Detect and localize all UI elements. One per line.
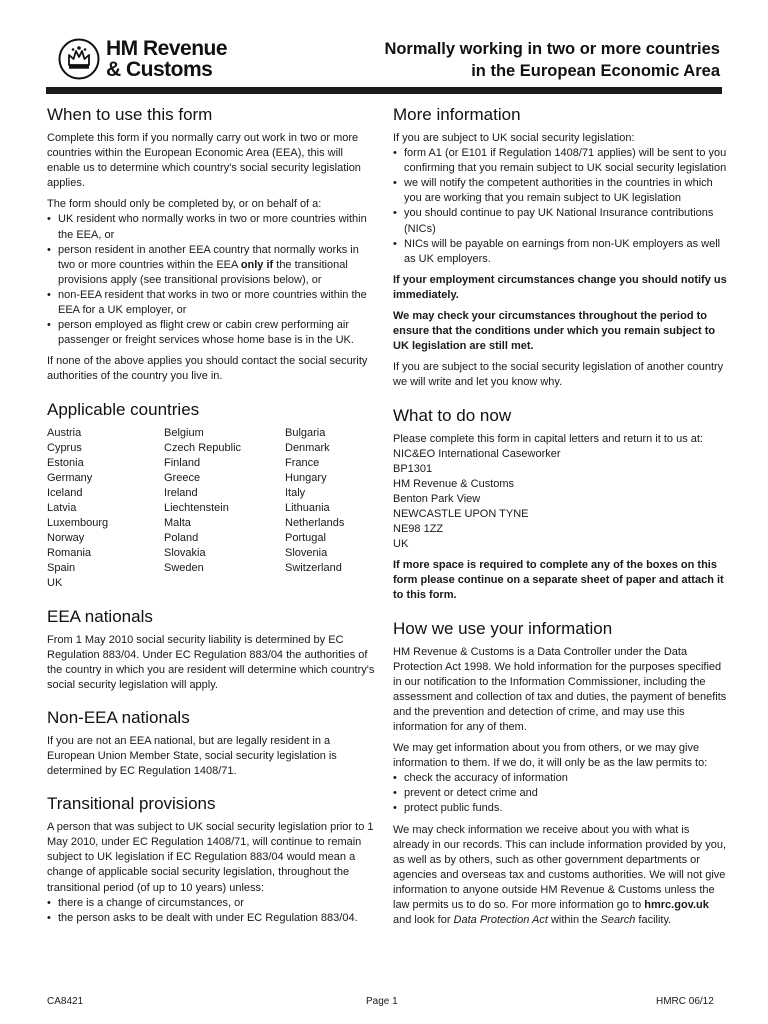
section-heading: Applicable countries (47, 399, 200, 419)
country-item: Slovakia (164, 547, 206, 560)
country-item: Finland (164, 456, 201, 469)
country-item: Czech Republic (164, 441, 242, 454)
country-item: Ireland (164, 486, 198, 499)
title-line-1: Normally working in two or more countries (384, 40, 720, 58)
list-item: • we will notify the competent authorities in the countries in which you are working that you remain subject to UK legislation (393, 176, 728, 206)
bold-notice: If more space is required to complete any of the boxes on this form please continue on a separate sheet of paper and attach it to this form. (393, 559, 724, 602)
text: the transitional provisions apply (see transitional provisions below), or (58, 258, 348, 286)
paragraph: A person that was subject to UK social security legislation prior to 1 May 2010, under EC Regulation 1408/71, will continue to remain subject to UK legislation if EC Regulation 883/04 would mean a change of applicable social security legislation, throughout the transitional period (of up to 10 years) unless: (47, 821, 374, 894)
country-item: Lithuania (285, 501, 330, 514)
brand-name (106, 38, 227, 80)
what-to-do-section (393, 405, 728, 604)
country-item: Poland (164, 532, 199, 545)
paragraph: If you are subject to the social security legislation of another country we will write and let you know why. (393, 361, 724, 389)
list-item: • NICs will be payable on earnings from non-UK employers as well as UK employers. (393, 237, 728, 267)
bold-notice: If your employment circumstances change you should notify us immediately. (393, 273, 727, 301)
how-we-use-section (393, 618, 728, 929)
text: within the (547, 914, 601, 927)
country-item: Belgium (164, 426, 204, 439)
country-item: Cyprus (47, 441, 82, 454)
country-item: Switzerland (285, 562, 342, 575)
page-footer (0, 996, 768, 1012)
paragraph: Please complete this form in capital letters and return it to us at: (393, 432, 703, 445)
country-item: Netherlands (285, 517, 345, 530)
country-item: Germany (47, 471, 93, 484)
list-item (47, 243, 377, 288)
brand-line-1: HM Revenue (106, 37, 228, 60)
text: facility. (635, 914, 672, 927)
paragraph: Complete this form if you normally carry out work in two or more countries within the European Economic Area (EEA), this will enable us to determine which country's social security legislation applies. (47, 132, 361, 190)
list-item: • prevent or detect crime and (393, 786, 728, 801)
paragraph: From 1 May 2010 social security liability is determined by EC Regulation 883/04. Under EC Regulation 883/04 the authorities of the country in which you are resident will determine which country's social security legislation will apply. (47, 633, 375, 691)
country-item: Italy (285, 486, 306, 499)
list-item: • non-EEA resident that works in two or more countries within the EEA for a UK employer, or (47, 288, 377, 318)
address-line: UK (393, 538, 409, 551)
country-item: Iceland (47, 486, 83, 499)
country-item: Bulgaria (285, 426, 326, 439)
country-item: Norway (47, 532, 85, 545)
transitional-provisions-section (47, 793, 377, 926)
list-item: • there is a change of circumstances, or (47, 896, 377, 911)
form-version: HMRC 06/12 (656, 996, 714, 1007)
section-heading: More information (393, 105, 521, 124)
bullet-list (393, 146, 728, 267)
country-item: Greece (164, 471, 201, 484)
postal-address (393, 447, 728, 553)
page-header (0, 0, 768, 100)
list-item: • person employed as flight crew or cabin crew performing air passenger or freight services whose home base is in the UK. (47, 318, 377, 348)
list-item: • you should continue to pay UK National Insurance contributions (NICs) (393, 206, 728, 236)
country-item: Latvia (47, 501, 77, 514)
country-item: Spain (47, 562, 76, 575)
hmrc-logo (58, 38, 227, 80)
text: We may check information we receive about you with what is already in our records. This can include information provided by you, as well as by others, such as other government departments or agencies and overseas tax and customs authorities. We will not give information to anyone outside HM Revenue & Customs unless the law permits us to do so. For more information go to (393, 823, 727, 912)
country-item: Luxembourg (47, 517, 109, 530)
form-code: CA8421 (47, 996, 84, 1007)
country-item: Estonia (47, 456, 84, 469)
country-item: Slovenia (285, 547, 328, 560)
text: and look for (393, 914, 454, 927)
address-line: NIC&EO International Caseworker (393, 447, 561, 460)
country-item: Sweden (164, 562, 204, 575)
section-heading: EEA nationals (47, 606, 153, 626)
country-item: France (285, 456, 320, 469)
paragraph: The form should only be completed by, or on behalf of a: (47, 198, 322, 211)
non-eea-nationals-section (47, 707, 377, 779)
section-heading: How we use your information (393, 618, 613, 638)
bold-notice: We may check your circumstances throughout the period to ensure that the conditions under which you remain subject to UK legislation are still met. (393, 310, 716, 353)
bullet-list (47, 896, 377, 926)
list-item: • protect public funds. (393, 801, 728, 816)
section-heading: When to use this form (47, 105, 213, 124)
document-title (384, 38, 720, 82)
section-heading: Non-EEA nationals (47, 707, 190, 727)
address-line: Benton Park View (393, 492, 481, 505)
country-item: Malta (164, 517, 191, 530)
emphasis: only if (240, 258, 274, 271)
country-item: UK (47, 577, 63, 590)
paragraph (393, 823, 728, 929)
address-line: NEWCASTLE UPON TYNE (393, 507, 529, 520)
country-grid (47, 426, 377, 592)
page-number: Page 1 (366, 996, 398, 1007)
paragraph: If you are not an EEA national, but are legally resident in a European Union Member State, social security legislation is determined by EC Regulation 1408/71. (47, 734, 337, 778)
list-item: • the person asks to be dealt with under EC Regulation 883/04. (47, 911, 377, 926)
list-item: • check the accuracy of information (393, 771, 728, 786)
right-column (393, 100, 728, 942)
hmrc-website-link[interactable]: hmrc.gov.uk (644, 899, 709, 912)
royal-crest-icon (58, 38, 100, 80)
country-item: Portugal (285, 532, 326, 545)
applicable-countries-section (47, 399, 377, 592)
country-item: Liechtenstein (164, 501, 229, 514)
list-item: • UK resident who normally works in two or more countries within the EEA, or (47, 212, 377, 242)
italic-text: Data Protection Act (453, 914, 548, 927)
brand-line-2: & Customs (106, 58, 213, 81)
paragraph: We may get information about you from others, or we may give information to them. If we do, it will only be as the law permits to: (393, 742, 708, 770)
country-item: Romania (47, 547, 92, 560)
address-line: NE98 1ZZ (393, 523, 444, 536)
address-line: HM Revenue & Customs (393, 477, 515, 490)
country-item: Hungary (285, 471, 327, 484)
italic-text: Search (600, 914, 636, 927)
header-rule (46, 87, 722, 94)
bullet-list (393, 771, 728, 816)
title-line-2: in the European Economic Area (471, 62, 720, 80)
when-to-use-section (47, 104, 377, 385)
section-heading: What to do now (393, 405, 512, 425)
address-line: BP1301 (393, 462, 433, 475)
more-information-section (393, 104, 728, 391)
text: person resident in another EEA country that normally works in two or more countries within the EEA (58, 243, 359, 271)
country-item: Denmark (285, 441, 330, 454)
paragraph: HM Revenue & Customs is a Data Controller under the Data Protection Act 1998. We hold information for the purposes specified in our notification to the Information Commissioner, including the assessment and collection of tax and duties, the payment of benefits and the prevention and detection of crime, and may use this information for any of them. (393, 645, 727, 733)
eea-nationals-section (47, 606, 377, 693)
bullet-list (47, 212, 377, 348)
paragraph: If none of the above applies you should contact the social security authorities of the country you live in. (47, 355, 368, 383)
section-heading: Transitional provisions (47, 794, 216, 814)
country-item: Austria (47, 426, 82, 439)
left-column (47, 100, 377, 940)
list-item: • form A1 (or E101 if Regulation 1408/71 applies) will be sent to you confirming that you remain subject to UK social security legislation (393, 146, 728, 176)
paragraph: If you are subject to UK social security legislation: (393, 132, 635, 144)
